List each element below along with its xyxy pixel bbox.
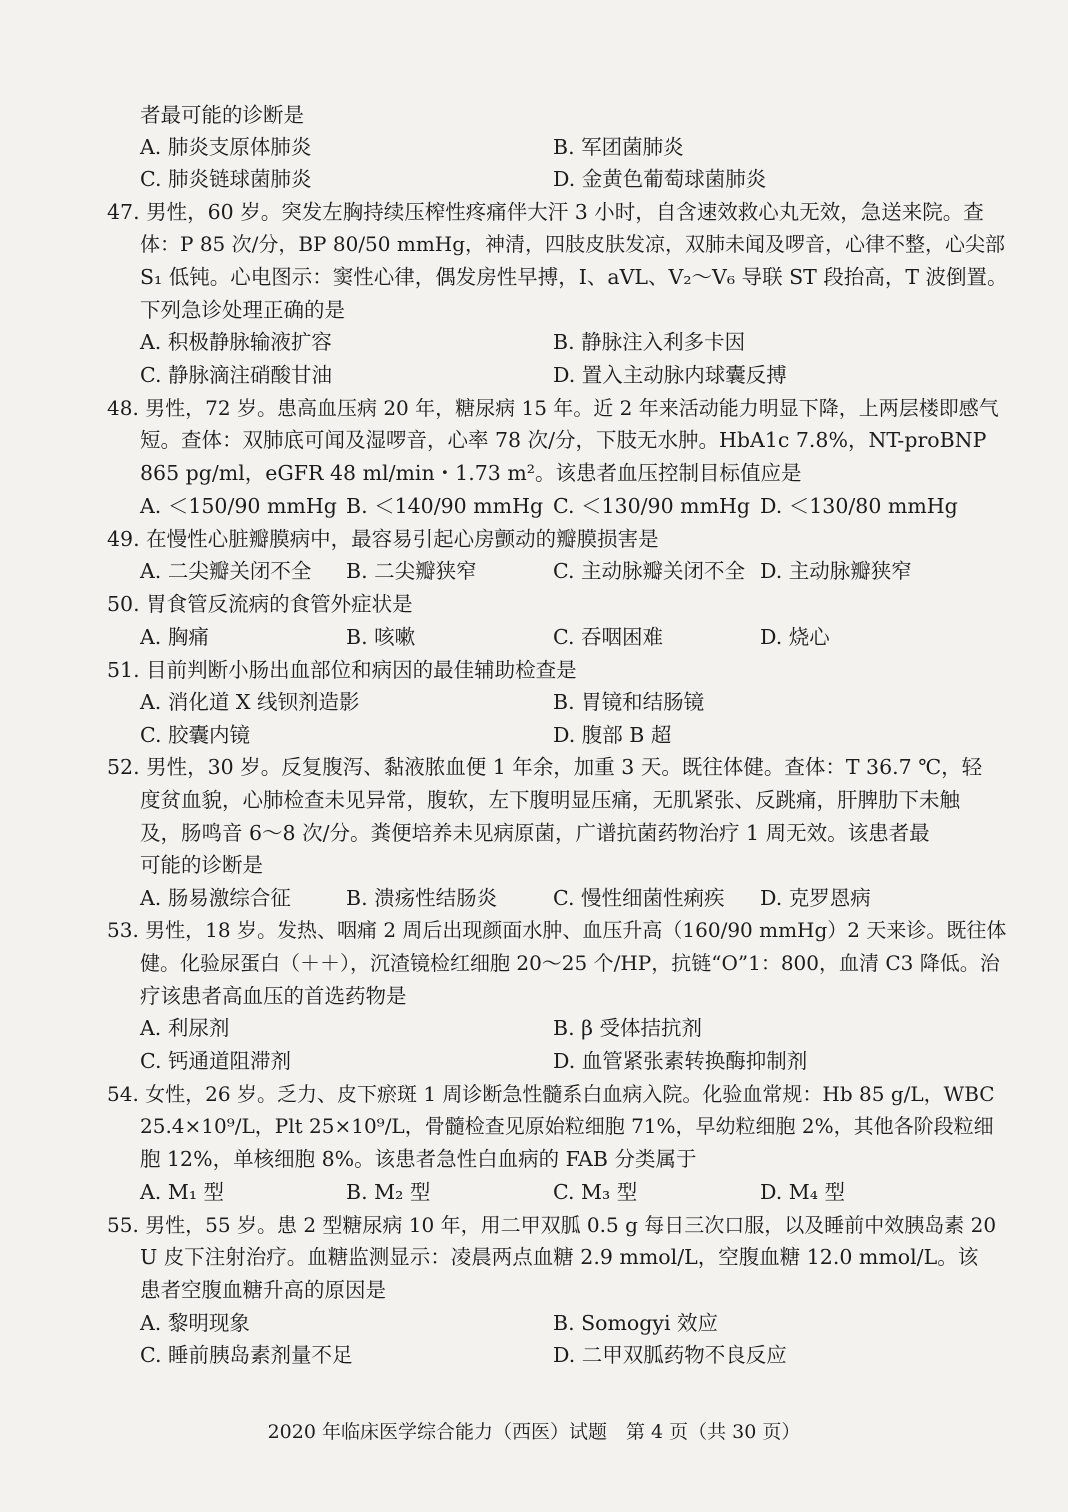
question-49-option-b: B. 二尖瓣狭窄 xyxy=(346,559,477,583)
question-54-option-c: C. M₃ 型 xyxy=(553,1180,638,1204)
question-50-stem-line: 50. 胃食管反流病的食管外症状是 xyxy=(107,592,413,616)
question-51-stem-line: 51. 目前判断小肠出血部位和病因的最佳辅助检查是 xyxy=(107,658,577,682)
question-48-option-c: C. ＜130/90 mmHg xyxy=(553,494,751,518)
question-55-stem-line: 患者空腹血糖升高的原因是 xyxy=(140,1278,386,1302)
question-46-option-c: C. 肺炎链球菌肺炎 xyxy=(140,167,312,191)
question-53-option-d: D. 血管紧张素转换酶抑制剂 xyxy=(553,1049,808,1073)
question-54-stem-line: 胞 12%，单核细胞 8%。该患者急性白血病的 FAB 分类属于 xyxy=(140,1147,697,1171)
question-47-option-a: A. 积极静脉输液扩容 xyxy=(140,330,332,354)
question-53-stem-line: 健。化验尿蛋白（＋＋），沉渣镜检红细胞 20～25 个/HP，抗链“O”1：800，血清 C3 降低。治 xyxy=(140,951,1000,975)
question-50-option-b: B. 咳嗽 xyxy=(346,625,416,649)
question-54-option-a: A. M₁ 型 xyxy=(140,1180,225,1204)
question-47-stem-line: S₁ 低钝。心电图示：窦性心律，偶发房性早搏，Ⅰ、aVL、V₂～V₆ 导联 ST 段抬高，T 波倒置。 xyxy=(140,265,1008,289)
question-51-option-a: A. 消化道 X 线钡剂造影 xyxy=(140,690,360,714)
question-53-option-a: A. 利尿剂 xyxy=(140,1016,230,1040)
question-51-option-c: C. 胶囊内镜 xyxy=(140,723,250,747)
question-52-option-c: C. 慢性细菌性痢疾 xyxy=(553,886,725,910)
question-48-stem-line: 短。查体：双肺底可闻及湿啰音，心率 78 次/分，下肢无水肿。HbA1c 7.8%，NT-proBNP xyxy=(140,428,987,452)
question-55-option-a: A. 黎明现象 xyxy=(140,1311,250,1335)
question-50-option-c: C. 吞咽困难 xyxy=(553,625,663,649)
question-49-option-d: D. 主动脉瓣狭窄 xyxy=(760,559,912,583)
question-51-option-d: D. 腹部 B 超 xyxy=(553,723,672,747)
question-50-option-d: D. 烧心 xyxy=(760,625,830,649)
question-54-stem-line: 25.4×10⁹/L，Plt 25×10⁹/L，骨髓检查见原始粒细胞 71%，早幼粒细胞 2%，其他各阶段粒细 xyxy=(140,1114,994,1138)
question-50-option-a: A. 胸痛 xyxy=(140,625,209,649)
question-46-option-d: D. 金黄色葡萄球菌肺炎 xyxy=(553,167,767,191)
question-52-option-d: D. 克罗恩病 xyxy=(760,886,871,910)
question-46-stem-tail: 者最可能的诊断是 xyxy=(140,103,304,127)
question-54-option-b: B. M₂ 型 xyxy=(346,1180,431,1204)
question-48-stem-line: 48. 男性，72 岁。患高血压病 20 年，糖尿病 15 年。近 2 年来活动能力明显下降，上两层楼即感气 xyxy=(107,396,999,420)
question-49-stem-line: 49. 在慢性心脏瓣膜病中，最容易引起心房颤动的瓣膜损害是 xyxy=(107,527,659,551)
question-53-option-c: C. 钙通道阻滞剂 xyxy=(140,1049,291,1073)
question-52-option-b: B. 溃疡性结肠炎 xyxy=(346,886,498,910)
question-46-option-b: B. 军团菌肺炎 xyxy=(553,135,684,159)
question-55-option-c: C. 睡前胰岛素剂量不足 xyxy=(140,1343,353,1367)
question-55-stem-line: 55. 男性，55 岁。患 2 型糖尿病 10 年，用二甲双胍 0.5 g 每日三次口服，以及睡前中效胰岛素 20 xyxy=(107,1213,997,1237)
question-48-stem-line: 865 pg/ml，eGFR 48 ml/min・1.73 m²。该患者血压控制目标值应是 xyxy=(140,461,802,485)
question-48-option-d: D. ＜130/80 mmHg xyxy=(760,494,958,518)
question-53-stem-line: 53. 男性，18 岁。发热、咽痛 2 周后出现颜面水肿、血压升高（160/90 mmHg）2 天来诊。既往体 xyxy=(107,918,1007,942)
question-47-stem-line: 下列急诊处理正确的是 xyxy=(140,298,345,322)
question-46-option-a: A. 肺炎支原体肺炎 xyxy=(140,135,312,159)
question-53-option-b: B. β 受体拮抗剂 xyxy=(553,1016,702,1040)
question-49-option-a: A. 二尖瓣关闭不全 xyxy=(140,559,312,583)
question-49-option-c: C. 主动脉瓣关闭不全 xyxy=(553,559,745,583)
question-47-stem-line: 体：P 85 次/分，BP 80/50 mmHg，神清，四肢皮肤发凉，双肺未闻及啰音，心律不整，心尖部 xyxy=(140,232,1006,256)
question-52-stem-line: 可能的诊断是 xyxy=(140,853,263,877)
question-53-stem-line: 疗该患者高血压的首选药物是 xyxy=(140,984,407,1008)
question-48-option-b: B. ＜140/90 mmHg xyxy=(346,494,544,518)
question-55-option-b: B. Somogyi 效应 xyxy=(553,1311,719,1335)
question-55-option-d: D. 二甲双胍药物不良反应 xyxy=(553,1343,787,1367)
question-47-stem-line: 47. 男性，60 岁。突发左胸持续压榨性疼痛伴大汗 3 小时，自含速效救心丸无效，急送来院。查 xyxy=(107,200,984,224)
question-52-option-a: A. 肠易激综合征 xyxy=(140,886,291,910)
question-47-option-c: C. 静脉滴注硝酸甘油 xyxy=(140,363,332,387)
question-54-stem-line: 54. 女性，26 岁。乏力、皮下瘀斑 1 周诊断急性髓系白血病入院。化验血常规：Hb 85 g/L，WBC xyxy=(107,1082,995,1106)
question-55-stem-line: U 皮下注射治疗。血糖监测显示：凌晨两点血糖 2.9 mmol/L，空腹血糖 12.0 mmol/L。该 xyxy=(140,1245,979,1269)
question-54-option-d: D. M₄ 型 xyxy=(760,1180,845,1204)
page-footer: 2020 年临床医学综合能力（西医）试题 第 4 页（共 30 页） xyxy=(267,1421,801,1443)
question-52-stem-line: 及，肠鸣音 6～8 次/分。粪便培养未见病原菌，广谱抗菌药物治疗 1 周无效。该患者最 xyxy=(140,821,930,845)
question-52-stem-line: 52. 男性，30 岁。反复腹泻、黏液脓血便 1 年余，加重 3 天。既往体健。查体：T 36.7 ℃，轻 xyxy=(107,755,983,779)
question-51-option-b: B. 胃镜和结肠镜 xyxy=(553,690,705,714)
question-47-option-d: D. 置入主动脉内球囊反搏 xyxy=(553,363,787,387)
question-52-stem-line: 度贫血貌，心肺检查未见异常，腹软，左下腹明显压痛，无肌紧张、反跳痛，肝脾肋下未触 xyxy=(140,788,960,812)
question-47-option-b: B. 静脉注入利多卡因 xyxy=(553,330,746,354)
question-48-option-a: A. ＜150/90 mmHg xyxy=(140,494,337,518)
